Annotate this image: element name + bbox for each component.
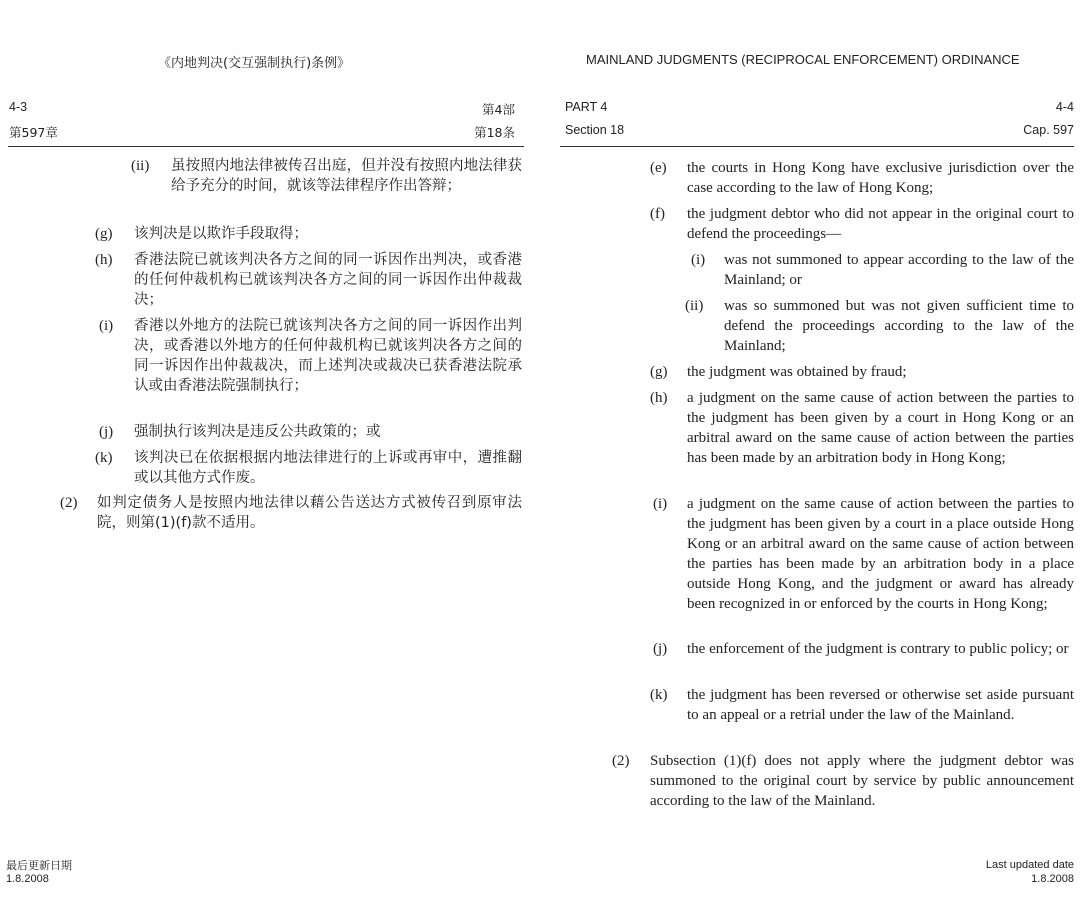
right-running-title: MAINLAND JUDGMENTS (RECIPROCAL ENFORCEMENT) ORDINANCE [586,52,1020,67]
right-subitem-text: was not summoned to appear according to the law of the Mainland; or [724,252,1074,288]
right-item-label: (k) [650,687,668,703]
left-chapter: 第597章 [9,125,58,140]
left-section: 第18条 [474,125,515,140]
right-item-text: the judgment was obtained by fraud; [687,364,907,380]
right-subitem-label: (i) [691,252,706,268]
right-item-text: the enforcement of the judgment is contrary to public policy; or [687,641,1069,657]
left-page-number: 4-3 [9,100,28,114]
right-header-rule [560,146,1074,147]
right-item-text: the judgment debtor who did not appear in the original court to defend the proceedings— [687,206,1074,242]
left-item-text: 强制执行该判决是违反公共政策的；或 [134,424,381,440]
right-item-label: (e) [650,160,667,176]
left-item-text: 该判决已在依据根据内地法律进行的上诉或再审中，遭推翻或以其他方式作废。 [134,450,522,486]
right-item-label: (i) [653,496,668,512]
right-chapter: Cap. 597 [1023,123,1074,137]
left-header-rule [8,146,524,147]
left-footer-label: 最后更新日期 [6,859,72,872]
left-item-label: (j) [99,424,114,440]
right-item-text: a judgment on the same cause of action between the parties to the judgment has been given by a court in a place outside Hong Kong or an arbitral award on the same cause of action between the parties has been made by an arbitration body in a place outside Hong Kong, and the judgment or award has already been recognized in or enforced by the courts in Hong Kong; [687,496,1074,612]
right-section: Section 18 [565,123,625,137]
left-item-label: (2) [60,495,78,511]
left-footer-date: 1.8.2008 [6,873,49,885]
right-part: PART 4 [565,100,608,114]
left-item-text: 该判决是以欺诈手段取得； [134,226,308,242]
right-item-label: (h) [650,390,668,406]
left-item-label: (h) [95,252,113,268]
left-item-text: 如判定债务人是按照内地法律以藉公告送达方式被传召到原审法院，则第(1)(f)款不适用。 [97,495,522,531]
left-item-text: 香港以外地方的法院已就该判决各方之间的同一诉因作出判决，或香港以外地方的任何仲裁机构已就该判决各方之间的同一诉因作出仲裁裁决，而上述判决或裁决已获香港法院承认或由香港法院强制执行； [134,318,522,394]
right-page-number: 4-4 [1055,100,1074,114]
right-item-label: (g) [650,364,668,380]
right-item-text: the judgment has been reversed or otherwise set aside pursuant to an appeal or a retrial under the law of the Mainland. [687,687,1074,723]
right-item-label: (j) [653,641,668,657]
left-item-label: (g) [95,226,113,242]
right-subitem-label: (ii) [685,298,704,314]
left-item-label: (ii) [131,158,150,174]
right-item-label: (2) [612,753,630,769]
left-item-text: 香港法院已就该判决各方之间的同一诉因作出判决，或香港的任何仲裁机构已就该判决各方之间的同一诉因作出仲裁裁决； [134,252,522,308]
right-page [540,0,1080,907]
right-footer-date: 1.8.2008 [1031,873,1074,885]
right-footer-label: Last updated date [985,859,1074,871]
right-item-text: a judgment on the same cause of action between the parties to the judgment has been given by a court in Hong Kong or an arbitral award on the same cause of action between the parties has been made by an arbitration body in Hong Kong; [687,390,1074,466]
left-part: 第4部 [482,102,515,117]
left-item-text: 虽按照内地法律被传召出庭，但并没有按照内地法律获给予充分的时间，就该等法律程序作出答辩； [171,158,522,194]
left-running-title: 《内地判决(交互强制执行)条例》 [158,56,351,71]
left-item-label: (i) [99,318,114,334]
right-item-text: Subsection (1)(f) does not apply where the judgment debtor was summoned to the original court by service by public announcement according to the law of the Mainland. [650,753,1074,809]
right-subitem-text: was so summoned but was not given sufficient time to defend the proceedings according to the law of the Mainland; [724,298,1074,354]
left-item-label: (k) [95,450,113,466]
right-item-label: (f) [650,206,665,222]
right-item-text: the courts in Hong Kong have exclusive jurisdiction over the case according to the law of Hong Kong; [687,160,1074,196]
